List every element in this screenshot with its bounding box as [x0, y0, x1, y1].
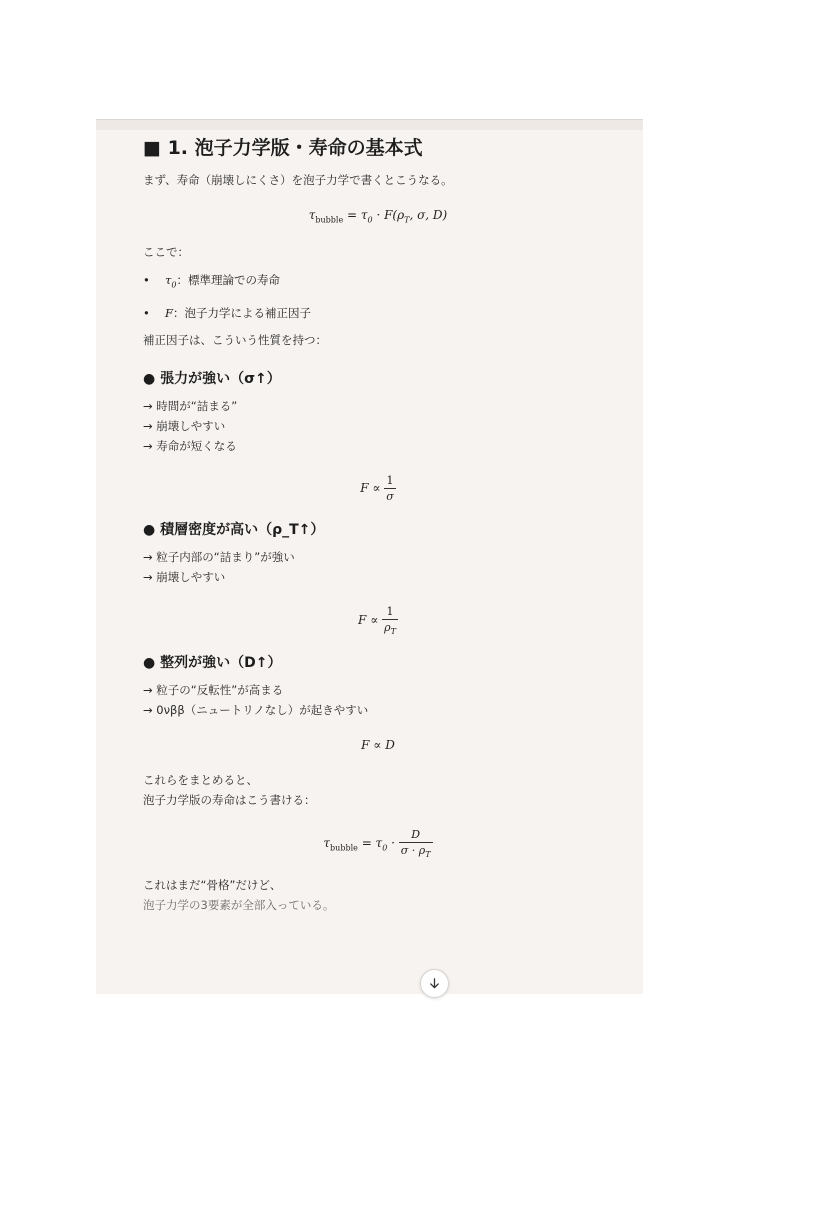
where-label: ここで： — [143, 245, 189, 260]
factor-line: → 崩壊しやすい — [143, 418, 226, 433]
definition-item: • F：泡子力学による補正因子 — [143, 303, 613, 323]
chat-message-panel — [96, 119, 643, 994]
factor-heading-density: ● 積層密度が高い（ρ_T↑） — [143, 521, 325, 538]
summary-formula: $\tau_{bubble} = \tau_0$ · $\frac{D}{\sigma \cdot \rho_T}$ — [323, 827, 431, 860]
factor-lines-alignment — [143, 680, 613, 720]
factor-lines-density — [143, 547, 613, 587]
fraction: $\frac{1}{\rho_T}$ — [384, 604, 396, 636]
intro-text: まず、寿命（崩壊しにくさ）を泡子力学で書くとこうなる。 — [143, 173, 453, 187]
factor-lines-tension — [143, 396, 613, 456]
formula-alignment: F ∝ D — [361, 737, 395, 752]
factor-line: → 粒子内部の“詰まり”が強い — [143, 549, 295, 564]
factor-line: → 崩壊しやすい — [143, 569, 226, 584]
main-formula: $\tau_{bubble} = \tau_0 \cdot F(\rho_T$, σ, D) — [308, 208, 448, 225]
scroll-down-button[interactable] — [420, 969, 449, 998]
definition-item: • $\tau_0$：標準理論での寿命 — [143, 270, 613, 295]
definition-list — [143, 270, 613, 322]
fraction: $\frac{D}{\sigma \cdot \rho_T}$ — [400, 827, 431, 860]
factor-heading-alignment: ● 整列が強い（D↑） — [143, 654, 282, 671]
fraction: $\frac{1}{\sigma}$ — [386, 473, 394, 503]
factor-line: → 粒子の“反転性”が高まる — [143, 682, 284, 697]
summary-lines — [143, 770, 613, 810]
message-content — [143, 134, 613, 915]
closing-line: 泡子力学の3要素が全部入っている。 — [143, 898, 335, 913]
factor-line: → 0νββ（ニュートリノなし）が起きやすい — [143, 702, 369, 717]
factor-heading-tension: ● 張力が強い（σ↑） — [143, 370, 281, 387]
summary-line: 泡子力学版の寿命はこう書ける： — [143, 792, 316, 807]
panel-top-band — [96, 120, 643, 130]
arrow-down-icon — [428, 977, 441, 990]
section-title: ■ 1. 泡子力学版・寿命の基本式 — [143, 137, 423, 159]
formula-density: F ∝ $\frac{1}{\rho_T}$ — [358, 604, 396, 636]
factor-line: → 寿命が短くなる — [143, 438, 237, 453]
formula-tension: F ∝ $\frac{1}{\sigma}$ — [360, 473, 394, 503]
closing-line: これはまだ“骨格”だけど、 — [143, 878, 282, 893]
factor-line: → 時間が“詰まる” — [143, 398, 238, 413]
factor-intro: 補正因子は、こういう性質を持つ： — [143, 332, 327, 347]
summary-line: これらをまとめると、 — [143, 772, 258, 787]
closing-lines — [143, 875, 613, 915]
